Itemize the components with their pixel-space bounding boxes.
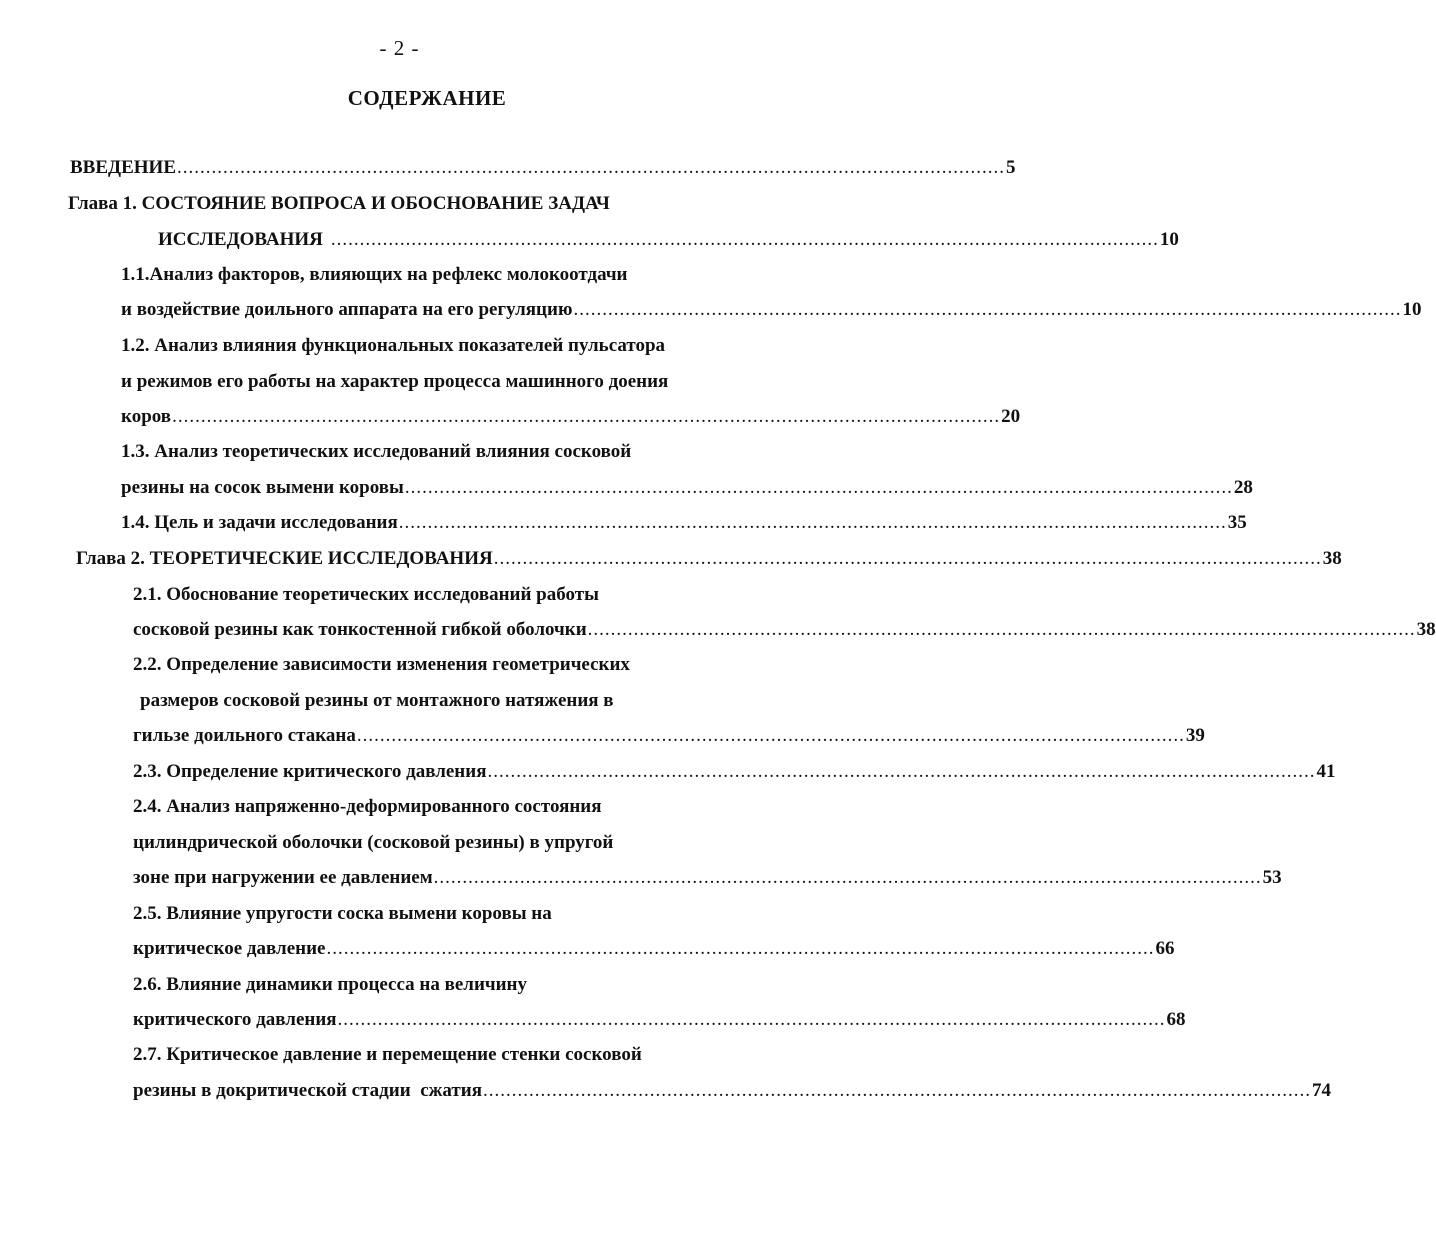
toc-entry-title: коров [121,406,172,427]
dot-leader: ................................................................................................................................................ [573,299,1402,320]
toc-entry-page: 74 [1311,1080,1331,1101]
toc-entry-title: ИССЛЕДОВАНИЯ [158,229,323,250]
toc-entry-title: гильзе доильного стакана [133,725,356,746]
toc-entry-page: 38 [1322,548,1342,569]
toc-entry-title: сосковой резины как тонкостенной гибкой оболочки [133,619,587,640]
dot-leader: ................................................................................................................................................ [337,1009,1166,1030]
toc-entry-1-2[interactable] [121,402,1021,432]
dot-leader: ................................................................................................................................................ [487,761,1316,782]
toc-entry-ch2[interactable] [76,544,1342,574]
toc-entry-page: 20 [1001,406,1021,427]
toc-entry-title: резины в докритической стадии сжатия [133,1080,482,1101]
toc-entry-page: 10 [1159,229,1179,250]
toc-entry-title: зоне при нагружении ее давлением [133,867,433,888]
toc-entry-1-2-line1[interactable]: 1.2. Анализ влияния функциональных показателей пульсатора [121,335,666,356]
page-title: СОДЕРЖАНИЕ [347,86,507,110]
toc-entry-2-4-line1[interactable]: 2.4. Анализ напряженно-деформированного состояния [133,796,602,817]
toc-entry-2-5-line1[interactable]: 2.5. Влияние упругости соска вымени коровы на [133,903,552,924]
dot-leader: ................................................................................................................................................ [356,725,1185,746]
toc-entry-2-7-line1[interactable]: 2.7. Критическое давление и перемещение стенки сосковой [133,1044,642,1065]
toc-entry-page: 41 [1316,761,1336,782]
toc-entry-1-3-line1[interactable]: 1.3. Анализ теоретических исследований влияния сосковой [121,441,632,462]
toc-entry-intro[interactable] [70,153,1016,183]
toc-entry-page: 10 [1402,299,1422,320]
toc-entry-2-7[interactable] [133,1076,1331,1106]
toc-entry-title: и воздействие доильного аппарата на его регуляцию [121,299,573,320]
toc-entry-1-2-line2[interactable]: и режимов его работы на характер процесса машинного доения [121,371,669,392]
toc-entry-title: Глава 2. ТЕОРЕТИЧЕСКИЕ ИССЛЕДОВАНИЯ [76,548,493,569]
dot-leader: ................................................................................................................................................ [330,229,1159,250]
toc-entry-1-1[interactable] [121,295,1422,325]
toc-entry-1-3[interactable] [121,473,1253,503]
dot-leader: ................................................................................................................................................ [482,1080,1311,1101]
toc-entry-2-6[interactable] [133,1005,1186,1035]
toc-entry-page: 68 [1166,1009,1186,1030]
toc-entry-title: 1.4. Цель и задачи исследования [121,512,398,533]
toc-entry-page: 5 [1006,157,1016,178]
toc-entry-page: 39 [1185,725,1205,746]
toc-entry-title: 2.3. Определение критического давления [133,761,487,782]
dot-leader: ................................................................................................................................................ [587,619,1416,640]
dot-leader: ................................................................................................................................................ [404,477,1233,498]
toc-entry-page: 28 [1233,477,1253,498]
page-number: - 2 - [379,36,420,60]
toc-entry-title: критического давления [133,1009,337,1030]
toc-entry-ch1-line1[interactable]: Глава 1. СОСТОЯНИЕ ВОПРОСА И ОБОСНОВАНИЕ ЗАДАЧ [68,193,610,214]
toc-entry-2-2-line2[interactable]: размеров сосковой резины от монтажного натяжения в [140,690,614,711]
toc-entry-2-4[interactable] [133,863,1282,893]
toc-entry-2-3[interactable] [133,757,1336,787]
dot-leader: ................................................................................................................................................ [493,548,1322,569]
toc-entry-ch1[interactable] [158,225,1179,255]
toc-entry-1-1-line1[interactable]: 1.1.Анализ факторов, влияющих на рефлекс молокоотдачи [121,264,628,285]
toc-entry-title: критическое давление [133,938,326,959]
toc-entry-2-2-line1[interactable]: 2.2. Определение зависимости изменения геометрических [133,654,630,675]
toc-entry-title: резины на сосок вымени коровы [121,477,404,498]
toc-entry-title: ВВЕДЕНИЕ [70,157,176,178]
toc-entry-page: 35 [1227,512,1247,533]
dot-leader: ................................................................................................................................................ [398,512,1227,533]
toc-entry-2-2[interactable] [133,721,1205,751]
toc-entry-page: 66 [1155,938,1175,959]
toc-entry-page: 53 [1262,867,1282,888]
toc-entry-2-1-line1[interactable]: 2.1. Обоснование теоретических исследований работы [133,584,599,605]
dot-leader: ................................................................................................................................................ [177,157,1005,178]
toc-entry-2-6-line1[interactable]: 2.6. Влияние динамики процесса на величину [133,974,528,995]
dot-leader: ................................................................................................................................................ [326,938,1155,959]
toc-entry-2-4-line2[interactable]: цилиндрической оболочки (сосковой резины) в упругой [133,832,614,853]
toc-entry-page: 38 [1416,619,1436,640]
dot-leader: ................................................................................................................................................ [172,406,1001,427]
toc-entry-2-1[interactable] [133,615,1436,645]
dot-leader: ................................................................................................................................................ [433,867,1262,888]
toc-entry-2-5[interactable] [133,934,1175,964]
toc-entry-1-4[interactable] [121,508,1247,538]
